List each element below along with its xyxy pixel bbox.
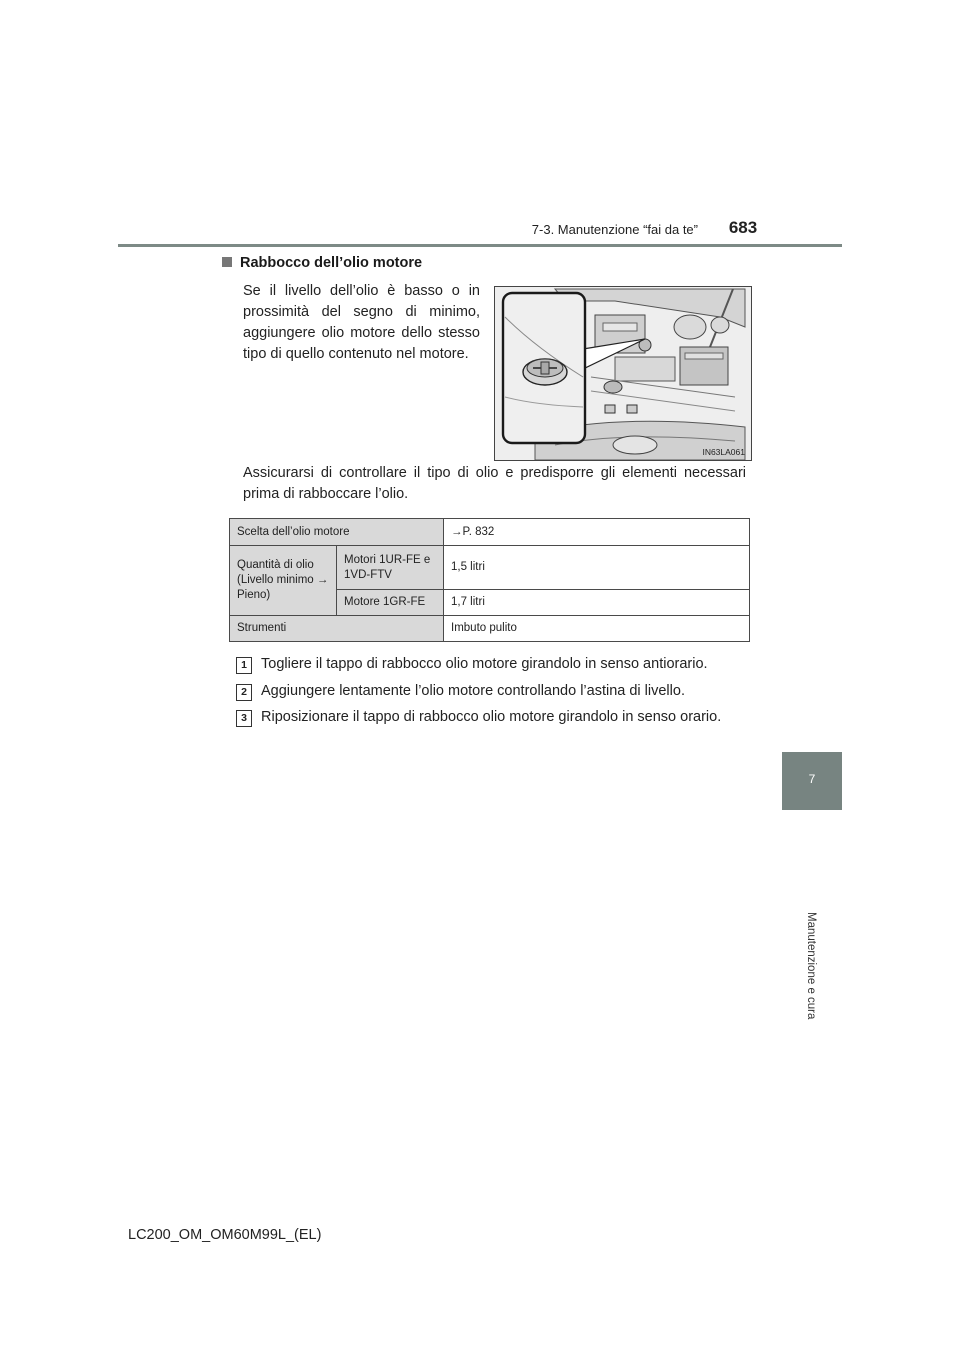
engine-illustration-svg [495,287,751,460]
document-code-footer: LC200_OM_OM60M99L_(EL) [128,1227,322,1243]
step-number-badge: 2 [236,684,252,701]
table-cell-label: Scelta dell’olio motore [230,519,444,546]
table-cell-sublabel: Motori 1UR-FE e 1VD-FTV [337,546,444,590]
table-cell-value: 1,7 litri [444,590,750,616]
step-number-badge: 1 [236,657,252,674]
chapter-number: 7 [808,772,816,786]
step-text: Togliere il tappo di rabbocco olio motore girandolo in senso antiorario. [261,656,708,672]
heading-text: Rabbocco dell’olio motore [240,255,423,271]
step-text: Aggiungere lentamente l’olio motore controllando l’astina di livello. [261,683,685,699]
table-row [230,519,750,546]
intro-paragraph: Se il livello dell’olio è basso o in prossimità del segno di minimo, aggiungere olio motore dello stesso tipo di quello contenuto nel motore. [243,283,480,362]
table-cell-label: Strumenti [230,616,444,642]
oil-spec-table [229,518,750,642]
figure-code: IN63LA061 [702,447,745,457]
table-row [230,546,750,590]
note-paragraph: Assicurarsi di controllare il tipo di olio e predisporre gli elementi necessari prima di rabboccare l’olio. [243,465,746,502]
engine-bay-illustration [494,286,752,461]
step-number-badge: 3 [236,710,252,727]
table-cell-sublabel: Motore 1GR-FE [337,590,444,616]
table-row [230,616,750,642]
step-text: Riposizionare il tappo di rabbocco olio motore girandolo in senso orario. [261,709,722,725]
side-label-text: Manutenzione e cura [805,912,817,1020]
chapter-tab [782,752,842,810]
table-cell-value: 1,5 litri [444,546,750,590]
heading-square-icon [222,257,232,267]
table-cell-label: Quantità di olio (Livello minimo → Pieno) [230,546,337,616]
header-rule [118,244,842,247]
page-number: 683 [728,218,758,237]
table-cell-value: Imbuto pulito [444,616,750,642]
table-cell-value: →P. 832 [444,519,750,546]
section-heading [222,255,422,271]
section-title: 7-3. Manutenzione “fai da te” [531,222,698,237]
